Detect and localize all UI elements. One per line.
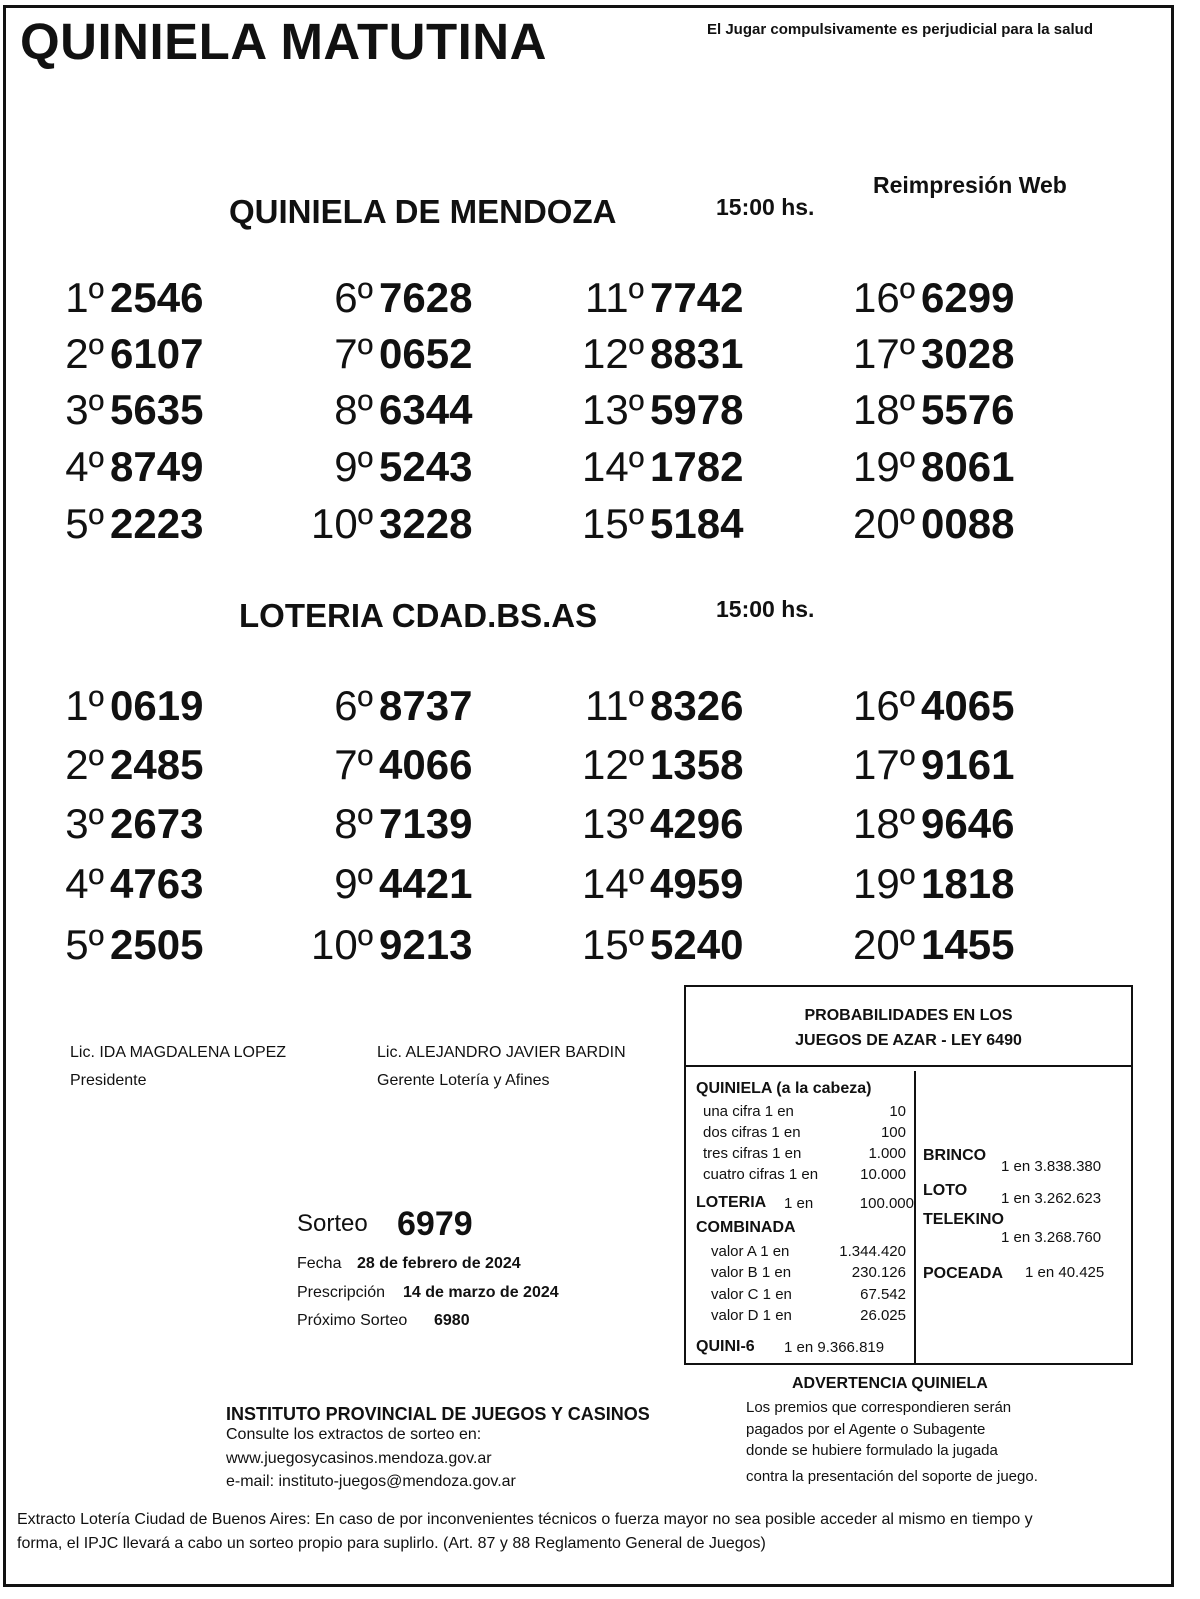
- probabilities-header-line2: JUEGOS DE AZAR - LEY 6490: [795, 1032, 1022, 1049]
- sorteo-label: Sorteo: [297, 1210, 368, 1237]
- advertencia-line: pagados por el Agente o Subagente: [746, 1421, 986, 1438]
- probability-row-label: tres cifras 1 en: [703, 1145, 802, 1162]
- result-number: 1455: [921, 921, 1015, 968]
- result-position: 12º: [582, 741, 645, 788]
- signature-left-name: Lic. IDA MAGDALENA LOPEZ: [70, 1044, 287, 1061]
- probability-row-label: dos cifras 1 en: [703, 1124, 801, 1141]
- result-item: [311, 860, 472, 908]
- result-position: 7º: [334, 741, 373, 788]
- fecha-value: 28 de febrero de 2024: [357, 1255, 521, 1272]
- result-number: 8737: [379, 682, 473, 729]
- result-number: 9646: [921, 800, 1015, 847]
- result-position: 14º: [582, 443, 645, 490]
- result-item: [42, 274, 203, 322]
- result-position: 13º: [582, 386, 645, 433]
- result-position: 3º: [65, 800, 104, 847]
- quiniela-probability-title: QUINIELA (a la cabeza): [696, 1080, 872, 1097]
- loto-value: 1 en 3.262.623: [1001, 1190, 1102, 1207]
- probability-row-value: 1.000: [868, 1145, 906, 1162]
- result-position: 16º: [853, 682, 916, 729]
- result-item: [582, 741, 743, 789]
- result-number: 2505: [110, 921, 204, 968]
- advertencia-line: donde se hubiere formulado la jugada: [746, 1442, 998, 1459]
- result-item: [311, 682, 472, 730]
- page-title: QUINIELA MATUTINA: [20, 13, 547, 70]
- bsas-draw-time: 15:00 hs.: [716, 596, 815, 622]
- result-position: 20º: [853, 921, 916, 968]
- loteria-probability-value: 100.000: [859, 1195, 914, 1212]
- result-item: [311, 921, 472, 969]
- result-number: 5240: [650, 921, 744, 968]
- result-position: 18º: [853, 386, 916, 433]
- brinco-label: BRINCO: [923, 1147, 987, 1164]
- result-number: 2673: [110, 800, 204, 847]
- result-item: [311, 330, 472, 378]
- result-position: 6º: [334, 682, 373, 729]
- probability-row-label: valor B 1 en: [711, 1264, 792, 1281]
- quini6-label: QUINI-6: [696, 1338, 755, 1355]
- result-number: 4421: [379, 860, 473, 907]
- result-position: 4º: [65, 443, 104, 490]
- loto-label: LOTO: [923, 1182, 968, 1199]
- result-item: [853, 330, 1014, 378]
- result-number: 5576: [921, 386, 1015, 433]
- health-warning: El Jugar compulsivamente es perjudicial para la salud: [707, 21, 1093, 38]
- result-number: 4959: [650, 860, 744, 907]
- probability-row-value: 10: [889, 1103, 906, 1120]
- result-item: [853, 274, 1014, 322]
- result-item: [582, 500, 743, 548]
- result-position: 3º: [65, 386, 104, 433]
- result-position: 13º: [582, 800, 645, 847]
- result-item: [853, 682, 1014, 730]
- probability-row-label: valor D 1 en: [711, 1307, 792, 1324]
- result-item: [42, 682, 203, 730]
- probability-row-value: 1.344.420: [839, 1243, 906, 1260]
- result-position: 2º: [65, 330, 104, 377]
- result-item: [311, 800, 472, 848]
- signature-left-role: Presidente: [70, 1072, 147, 1089]
- result-number: 8831: [650, 330, 744, 377]
- result-number: 9213: [379, 921, 473, 968]
- result-item: [582, 330, 743, 378]
- result-number: 1818: [921, 860, 1015, 907]
- result-item: [582, 682, 743, 730]
- result-number: 2485: [110, 741, 204, 788]
- result-number: 7628: [379, 274, 473, 321]
- result-position: 18º: [853, 800, 916, 847]
- result-number: 2546: [110, 274, 204, 321]
- result-item: [311, 274, 472, 322]
- result-position: 9º: [334, 443, 373, 490]
- result-position: 1º: [65, 682, 104, 729]
- footer-note-line1: Extracto Lotería Ciudad de Buenos Aires: En caso de por inconvenientes técnicos o fuerza mayor no sea posible acceder al mismo en tiempo y: [17, 1511, 1033, 1528]
- result-item: [42, 921, 203, 969]
- result-position: 6º: [334, 274, 373, 321]
- advertencia-line: Los premios que correspondieren serán: [746, 1399, 1012, 1416]
- result-position: 5º: [65, 500, 104, 547]
- result-position: 16º: [853, 274, 916, 321]
- probabilities-divider: [684, 1065, 1133, 1067]
- result-item: [42, 386, 203, 434]
- loteria-probability-label: LOTERIA: [696, 1194, 767, 1211]
- result-item: [42, 330, 203, 378]
- result-item: [311, 741, 472, 789]
- result-number: 0652: [379, 330, 473, 377]
- result-number: 0088: [921, 500, 1015, 547]
- result-position: 17º: [853, 330, 916, 377]
- result-item: [42, 741, 203, 789]
- result-number: 3028: [921, 330, 1015, 377]
- result-item: [853, 921, 1014, 969]
- result-position: 7º: [334, 330, 373, 377]
- result-number: 0619: [110, 682, 204, 729]
- result-position: 15º: [582, 500, 645, 547]
- probability-row-value: 10.000: [860, 1166, 906, 1183]
- result-item: [311, 500, 472, 548]
- institute-website: www.juegosycasinos.mendoza.gov.ar: [226, 1450, 492, 1467]
- poceada-label: POCEADA: [923, 1265, 1004, 1282]
- result-number: 1782: [650, 443, 744, 490]
- probability-row-label: cuatro cifras 1 en: [703, 1166, 819, 1183]
- result-position: 17º: [853, 741, 916, 788]
- probability-row-value: 67.542: [860, 1286, 906, 1303]
- brinco-value: 1 en 3.838.380: [1001, 1158, 1102, 1175]
- institute-consult: Consulte los extractos de sorteo en:: [226, 1426, 482, 1443]
- result-number: 4066: [379, 741, 473, 788]
- result-item: [582, 443, 743, 491]
- signature-right-role: Gerente Lotería y Afines: [377, 1072, 550, 1089]
- result-number: 7139: [379, 800, 473, 847]
- institute-email: e-mail: instituto-juegos@mendoza.gov.ar: [226, 1473, 516, 1490]
- result-position: 8º: [334, 386, 373, 433]
- proximo-sorteo-value: 6980: [434, 1312, 470, 1329]
- signature-right-name: Lic. ALEJANDRO JAVIER BARDIN: [377, 1044, 626, 1061]
- quini6-value: 1 en 9.366.819: [784, 1339, 885, 1356]
- loteria-probability-mid: 1 en: [784, 1195, 814, 1212]
- result-item: [311, 443, 472, 491]
- probability-row-label: valor A 1 en: [711, 1243, 790, 1260]
- result-position: 1º: [65, 274, 104, 321]
- result-number: 5978: [650, 386, 744, 433]
- result-number: 8326: [650, 682, 744, 729]
- telekino-value: 1 en 3.268.760: [1001, 1229, 1102, 1246]
- result-number: 6344: [379, 386, 473, 433]
- result-position: 15º: [582, 921, 645, 968]
- institute-name: INSTITUTO PROVINCIAL DE JUEGOS Y CASINOS: [226, 1404, 650, 1424]
- result-position: 9º: [334, 860, 373, 907]
- probabilities-header-line1: PROBABILIDADES EN LOS: [804, 1007, 1013, 1024]
- result-position: 20º: [853, 500, 916, 547]
- result-number: 4065: [921, 682, 1015, 729]
- mendoza-draw-time: 15:00 hs.: [716, 194, 815, 220]
- result-position: 14º: [582, 860, 645, 907]
- result-position: 19º: [853, 860, 916, 907]
- result-number: 6299: [921, 274, 1015, 321]
- result-number: 8749: [110, 443, 204, 490]
- result-number: 7742: [650, 274, 744, 321]
- result-number: 4763: [110, 860, 204, 907]
- result-item: [853, 386, 1014, 434]
- result-item: [853, 800, 1014, 848]
- result-position: 10º: [311, 500, 374, 547]
- result-number: 3228: [379, 500, 473, 547]
- result-item: [582, 274, 743, 322]
- result-position: 12º: [582, 330, 645, 377]
- result-item: [853, 500, 1014, 548]
- result-number: 4296: [650, 800, 744, 847]
- probabilities-column-divider: [914, 1071, 916, 1365]
- bsas-section-title: LOTERIA CDAD.BS.AS: [239, 597, 598, 634]
- result-item: [853, 443, 1014, 491]
- result-number: 9161: [921, 741, 1015, 788]
- footer-note-line2: forma, el IPJC llevará a cabo un sorteo propio para suplirlo. (Art. 87 y 88 Reglamento General de Juegos): [17, 1535, 766, 1552]
- proximo-sorteo-label: Próximo Sorteo: [297, 1312, 408, 1329]
- prescripcion-value: 14 de marzo de 2024: [403, 1284, 559, 1301]
- result-position: 19º: [853, 443, 916, 490]
- combinada-probability-title: COMBINADA: [696, 1219, 796, 1236]
- result-position: 2º: [65, 741, 104, 788]
- result-item: [853, 741, 1014, 789]
- result-number: 5635: [110, 386, 204, 433]
- result-item: [311, 386, 472, 434]
- result-number: 2223: [110, 500, 204, 547]
- result-position: 11º: [585, 682, 644, 729]
- reprint-label: Reimpresión Web: [873, 172, 1067, 198]
- prescripcion-label: Prescripción: [297, 1284, 386, 1301]
- probability-row-value: 26.025: [860, 1307, 906, 1324]
- result-position: 4º: [65, 860, 104, 907]
- result-number: 1358: [650, 741, 744, 788]
- probability-row-value: 100: [880, 1124, 906, 1141]
- result-number: 8061: [921, 443, 1015, 490]
- result-position: 11º: [585, 274, 644, 321]
- telekino-label: TELEKINO: [923, 1211, 1004, 1228]
- probability-row-label: una cifra 1 en: [703, 1103, 794, 1120]
- poceada-value: 1 en 40.425: [1025, 1264, 1105, 1281]
- probability-row-value: 230.126: [851, 1264, 906, 1281]
- result-position: 10º: [311, 921, 374, 968]
- mendoza-section-title: QUINIELA DE MENDOZA: [229, 193, 617, 230]
- result-item: [42, 860, 203, 908]
- probability-row-label: valor C 1 en: [711, 1286, 792, 1303]
- result-position: 8º: [334, 800, 373, 847]
- result-item: [42, 500, 203, 548]
- result-item: [42, 443, 203, 491]
- advertencia-title: ADVERTENCIA QUINIELA: [792, 1375, 988, 1392]
- advertencia-line: contra la presentación del soporte de juego.: [746, 1468, 1038, 1485]
- result-item: [42, 800, 203, 848]
- result-item: [853, 860, 1014, 908]
- result-number: 5243: [379, 443, 473, 490]
- result-item: [582, 860, 743, 908]
- result-item: [582, 800, 743, 848]
- result-position: 5º: [65, 921, 104, 968]
- result-item: [582, 921, 743, 969]
- result-item: [582, 386, 743, 434]
- result-number: 5184: [650, 500, 744, 547]
- result-number: 6107: [110, 330, 204, 377]
- sorteo-number: 6979: [397, 1205, 473, 1243]
- fecha-label: Fecha: [297, 1255, 342, 1272]
